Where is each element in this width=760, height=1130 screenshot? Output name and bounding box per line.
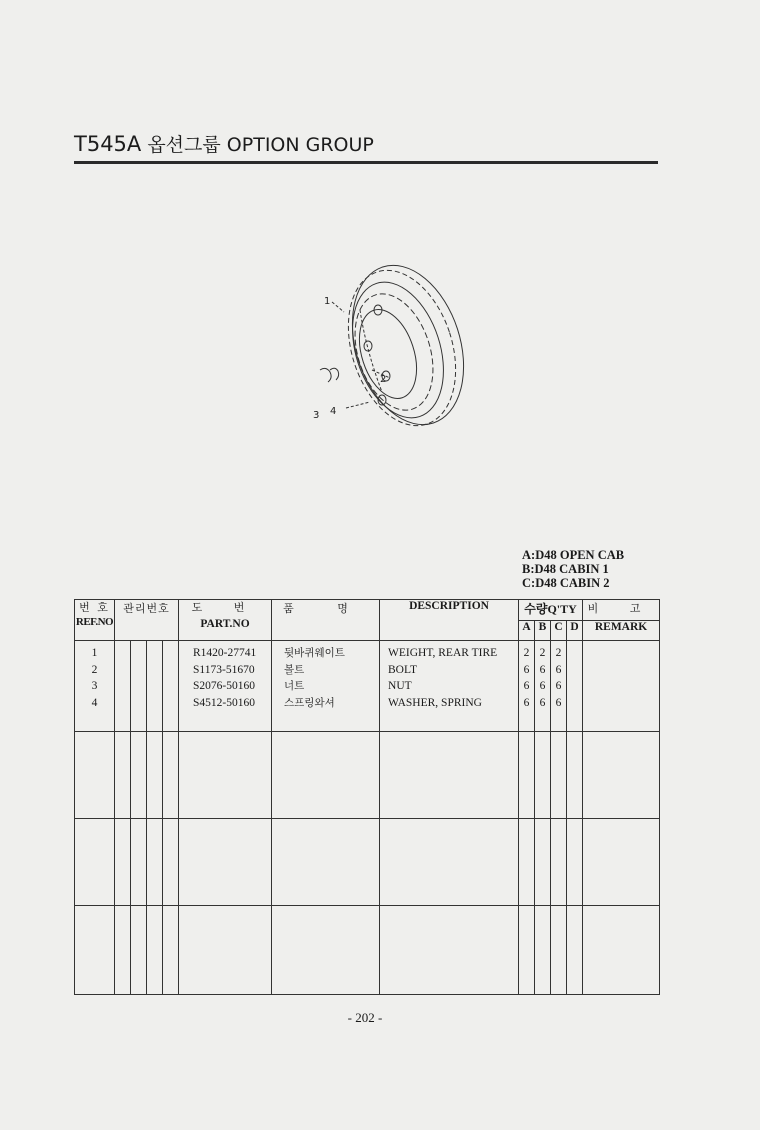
qty-header: 수량Q'TY [519, 600, 583, 621]
qty-a: 2 [523, 647, 530, 659]
qty-a: 6 [523, 663, 530, 676]
ref-header-english: REF.NO [75, 616, 114, 628]
page-number: - 202 - [347, 1010, 383, 1025]
qty-d-cell [567, 641, 583, 732]
qty-c: 2 [555, 647, 562, 659]
part-description: WEIGHT, REAR TIRE [388, 647, 498, 659]
rear-wheel-weight-diagram [300, 250, 480, 440]
callout-1: 1 [324, 296, 331, 307]
table-row-block [75, 641, 660, 732]
part-number: R1420-27741 [193, 647, 257, 659]
parts-table [74, 599, 660, 995]
legend-item: A:D48 OPEN CAB [522, 548, 625, 562]
title-rule [74, 161, 658, 164]
part-description: BOLT [388, 663, 417, 676]
part-name-korean: 너트 [284, 680, 305, 692]
qty-d [567, 678, 582, 695]
qty-col-c: C [551, 621, 567, 641]
callout-3: 3 [313, 410, 320, 421]
qty-c: 6 [555, 663, 562, 676]
qty-a-cell [519, 641, 535, 732]
qty-d [567, 695, 582, 712]
qty-b-cell [535, 641, 551, 732]
part-name-korean: 볼트 [284, 663, 305, 676]
part-description: NUT [388, 680, 412, 692]
qty-c-cell [551, 641, 567, 732]
qty-col-d: D [567, 621, 583, 641]
part-name-korean: 스프링와셔 [284, 696, 335, 709]
part-header-english: PART.NO [200, 618, 250, 630]
part-number: S2076-50160 [193, 680, 255, 692]
ref-value: 3 [91, 680, 98, 692]
ref-header-korean: 번 호 [79, 601, 110, 614]
qty-a: 6 [523, 680, 530, 692]
control-number-header: 관리번호 [115, 600, 179, 641]
part-number: S4512-50160 [193, 696, 255, 709]
qty-b: 6 [539, 696, 546, 709]
part-number-cell [179, 641, 272, 732]
part-number-header [179, 600, 272, 641]
qty-col-b: B [535, 621, 551, 641]
ref-value: 1 [91, 647, 98, 659]
part-header-korean: 도 번 [191, 601, 259, 614]
qty-col-a: A [519, 621, 535, 641]
qty-c: 6 [555, 680, 562, 692]
description-header: DESCRIPTION [380, 600, 519, 641]
name-cell [272, 641, 380, 732]
table-row-block-empty [75, 732, 660, 819]
callout-4: 4 [330, 406, 337, 417]
qty-d [567, 662, 582, 679]
remark-header: REMARK [583, 621, 660, 641]
legend-item: C:D48 CABIN 2 [522, 576, 610, 590]
title-code: T545A [74, 132, 142, 156]
remark-cell [583, 641, 660, 732]
name-header: 품 명 [272, 600, 380, 641]
table-row-block-empty [75, 819, 660, 906]
qty-b: 2 [539, 647, 546, 659]
part-description: WASHER, SPRING [388, 696, 482, 709]
model-legend [522, 548, 624, 590]
ref-header [75, 600, 115, 641]
qty-d [567, 645, 582, 662]
part-name-korean: 뒷바퀴웨이트 [284, 647, 345, 659]
qty-b: 6 [539, 663, 546, 676]
legend-item: B:D48 CABIN 1 [522, 562, 609, 576]
qty-b: 6 [539, 680, 546, 692]
ref-value: 4 [91, 696, 98, 709]
title-korean: 옵션그룹 [147, 134, 221, 156]
callout-2: 2 [380, 374, 387, 385]
part-number: S1173-51670 [193, 663, 255, 676]
table-row-block-empty [75, 906, 660, 995]
ref-cell [75, 641, 115, 732]
title-english: OPTION GROUP [226, 134, 374, 156]
description-cell [380, 641, 519, 732]
qty-a: 6 [523, 696, 530, 709]
ref-value: 2 [91, 663, 98, 676]
page-title [74, 130, 374, 157]
remark-header-korean: 비 고 [583, 600, 660, 621]
qty-c: 6 [555, 696, 562, 709]
